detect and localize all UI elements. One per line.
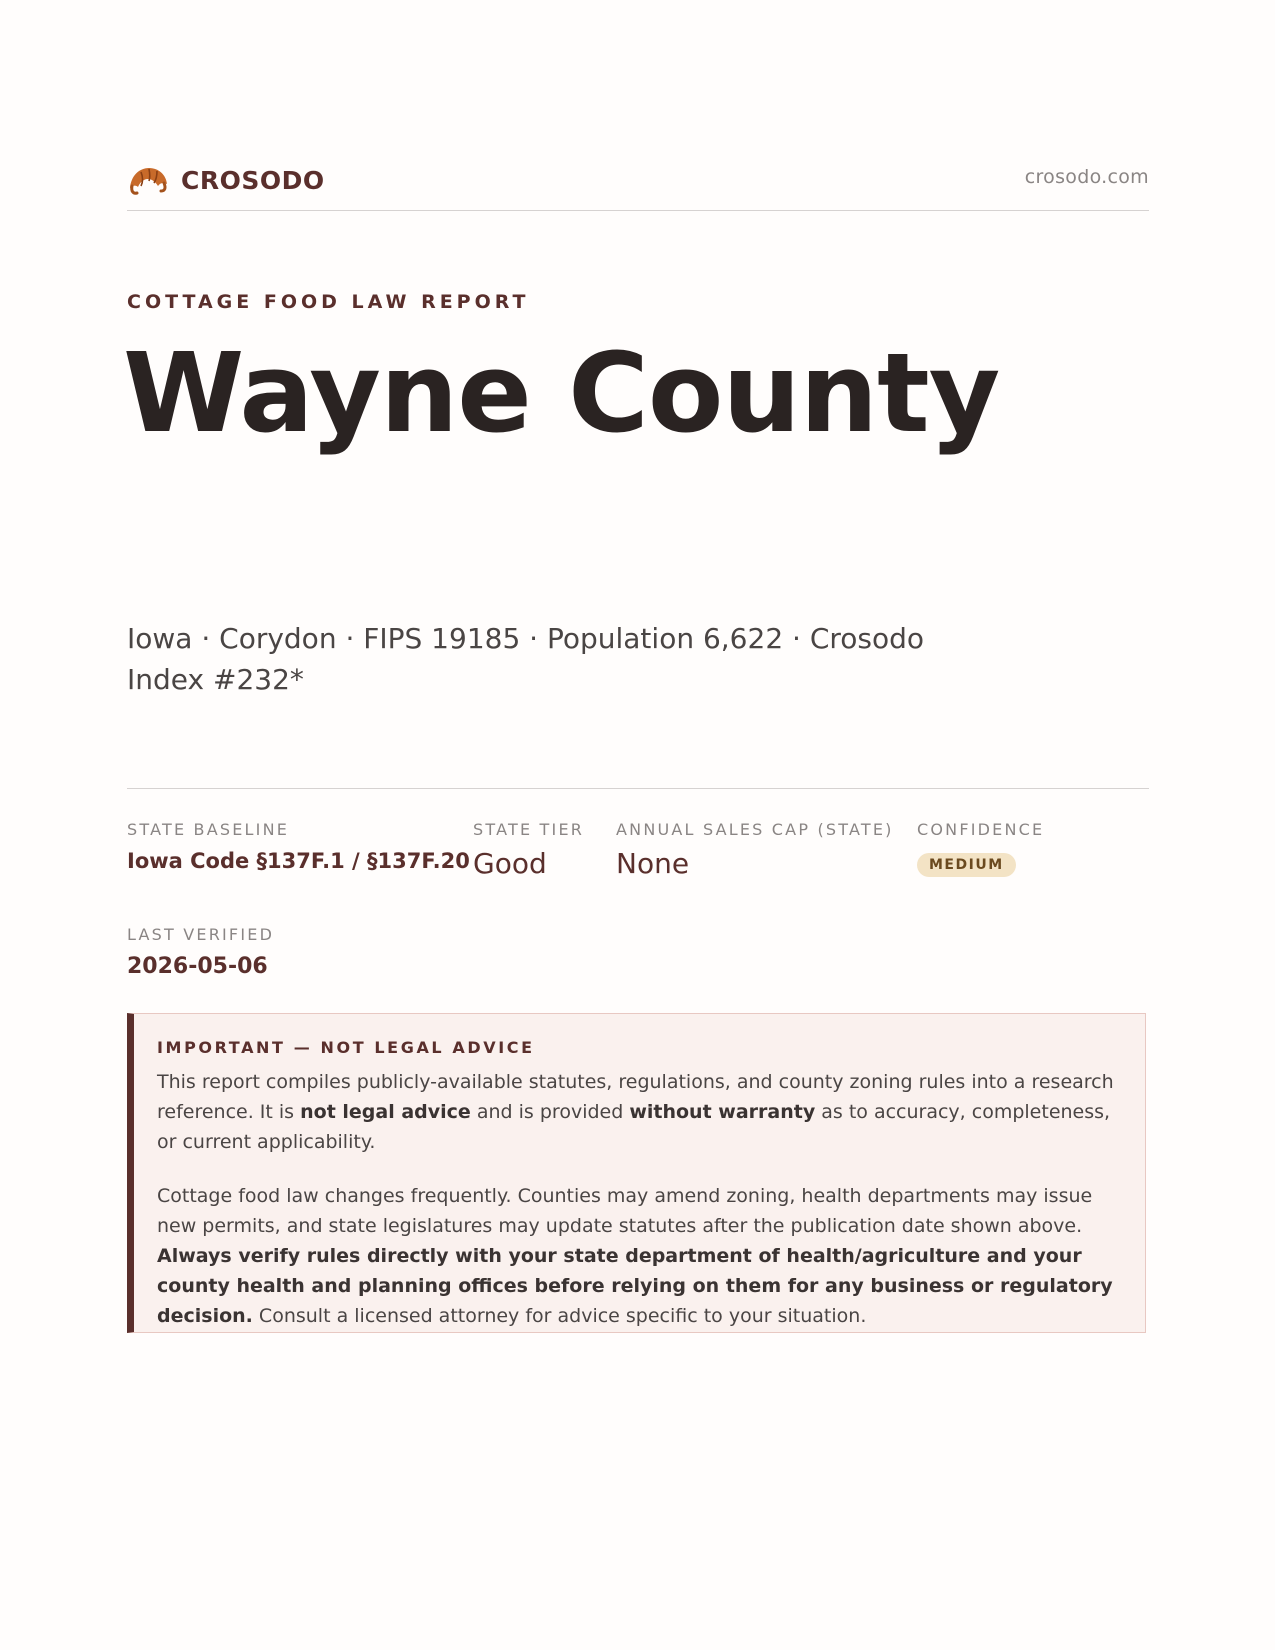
notice-text: as to accuracy, completeness, or current applicability. [157, 1101, 1111, 1153]
confidence-badge: MEDIUM [917, 853, 1016, 877]
sales-cap-value: None [616, 847, 690, 880]
notice-heading: IMPORTANT — NOT LEGAL ADVICE [157, 1038, 535, 1057]
state-baseline-field [127, 820, 470, 873]
notice-emphasis: not legal advice [300, 1101, 471, 1123]
sales-cap-label: ANNUAL SALES CAP (STATE) [616, 820, 894, 839]
croissant-icon [127, 162, 169, 198]
site-url[interactable]: crosodo.com [1024, 166, 1149, 188]
report-page [123, 0, 1149, 1650]
notice-emphasis: without warranty [629, 1101, 816, 1123]
last-verified-field [127, 925, 274, 979]
notice-text: Cottage food law changes frequently. Counties may amend zoning, health departments may issue new permits, and state legislatures may update statutes after the publication date shown above. [157, 1185, 1093, 1237]
state-tier-field [473, 820, 584, 880]
state-baseline-value: Iowa Code §137F.1 / §137F.20 [127, 849, 470, 873]
report-eyebrow: COTTAGE FOOD LAW REPORT [127, 291, 530, 313]
brand [127, 162, 325, 198]
last-verified-label: LAST VERIFIED [127, 925, 275, 944]
page-header [127, 160, 1149, 211]
legal-notice [127, 1013, 1146, 1333]
sales-cap-field [616, 820, 894, 880]
brand-name: CROSODO [181, 165, 325, 195]
state-baseline-label: STATE BASELINE [127, 820, 290, 839]
confidence-label: CONFIDENCE [917, 820, 1045, 839]
divider [127, 788, 1149, 789]
state-tier-label: STATE TIER [473, 820, 585, 839]
confidence-field [917, 820, 1044, 877]
notice-emphasis: Always verify rules directly with your state department of health/agriculture and your county health and planning offices before relying on them for any business or regulatory decision. [157, 1245, 1113, 1327]
state-tier-value: Good [473, 847, 547, 880]
last-verified-value: 2026-05-06 [127, 954, 268, 979]
notice-text: and is provided [470, 1101, 630, 1123]
notice-paragraph-1 [157, 1067, 1117, 1157]
page-title: Wayne County [123, 329, 1000, 457]
notice-paragraph-2 [157, 1181, 1117, 1331]
county-meta: Iowa · Corydon · FIPS 19185 · Population 6,622 · Crosodo Index #232* [127, 622, 925, 696]
notice-text: Consult a licensed attorney for advice specific to your situation. [252, 1305, 867, 1327]
notice-text: This report compiles publicly-available statutes, regulations, and county zoning rules into a research reference. It is [157, 1071, 1114, 1123]
